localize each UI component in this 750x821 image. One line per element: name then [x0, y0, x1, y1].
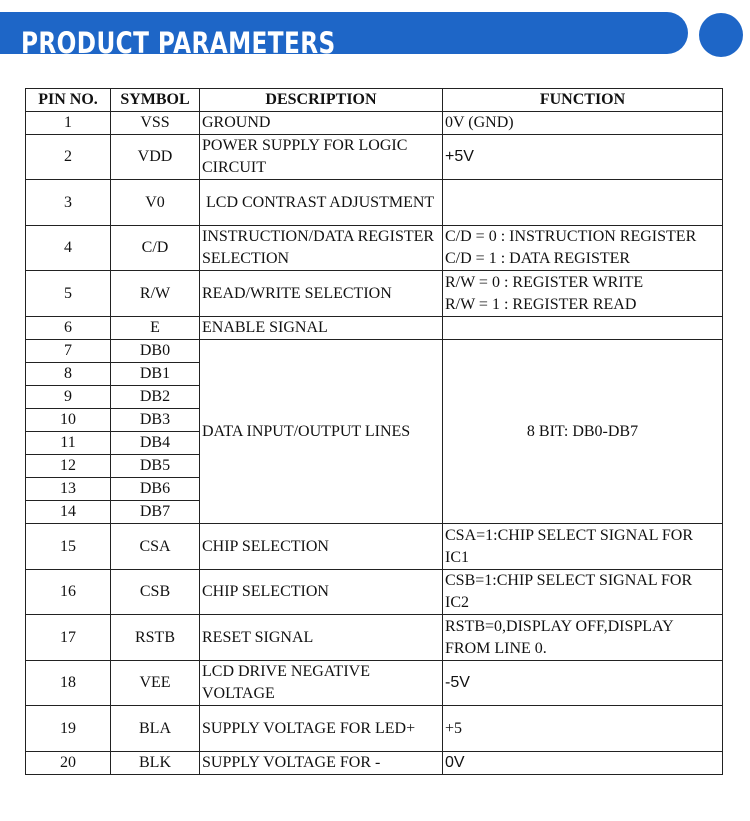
function-line: R/W = 0 : REGISTER WRITE	[445, 273, 644, 291]
symbol-cell: DB7	[111, 501, 200, 524]
pin-cell: 6	[26, 317, 111, 340]
data-lines-description-cell: DATA INPUT/OUTPUT LINES	[200, 340, 443, 524]
symbol-cell: R/W	[111, 271, 200, 317]
function-cell: CSB=1:CHIP SELECT SIGNAL FOR IC2	[443, 570, 723, 615]
description-cell: LCD CONTRAST ADJUSTMENT	[200, 180, 443, 226]
symbol-cell: VDD	[111, 135, 200, 180]
function-cell	[443, 226, 723, 271]
table-row	[26, 524, 723, 570]
pin-cell: 10	[26, 409, 111, 432]
table-row	[26, 112, 723, 135]
function-cell: CSA=1:CHIP SELECT SIGNAL FOR IC1	[443, 524, 723, 570]
function-cell	[443, 271, 723, 317]
pin-cell: 3	[26, 180, 111, 226]
function-cell: -5V	[443, 661, 723, 706]
pin-cell: 20	[26, 752, 111, 775]
table-row	[26, 226, 723, 271]
description-cell: INSTRUCTION/DATA REGISTER SELECTION	[200, 226, 443, 271]
pin-cell: 12	[26, 455, 111, 478]
description-cell: CHIP SELECTION	[200, 524, 443, 570]
symbol-cell: E	[111, 317, 200, 340]
table-row	[26, 615, 723, 661]
pin-cell: 5	[26, 271, 111, 317]
symbol-cell: DB1	[111, 363, 200, 386]
table-row	[26, 570, 723, 615]
description-cell: SUPPLY VOLTAGE FOR -	[200, 752, 443, 775]
symbol-cell: DB2	[111, 386, 200, 409]
symbol-cell: DB0	[111, 340, 200, 363]
function-cell	[443, 180, 723, 226]
symbol-cell: CSA	[111, 524, 200, 570]
pin-cell: 11	[26, 432, 111, 455]
symbol-cell: DB3	[111, 409, 200, 432]
pin-cell: 16	[26, 570, 111, 615]
column-header-function: FUNCTION	[443, 89, 723, 112]
description-cell: LCD DRIVE NEGATIVE VOLTAGE	[200, 661, 443, 706]
decorative-circle	[699, 13, 743, 57]
table-row	[26, 706, 723, 752]
description-cell: POWER SUPPLY FOR LOGIC CIRCUIT	[200, 135, 443, 180]
function-cell: RSTB=0,DISPLAY OFF,DISPLAY FROM LINE 0.	[443, 615, 723, 661]
pin-cell: 9	[26, 386, 111, 409]
pin-cell: 7	[26, 340, 111, 363]
function-cell	[443, 317, 723, 340]
table-row	[26, 180, 723, 226]
pin-cell: 18	[26, 661, 111, 706]
symbol-cell: DB4	[111, 432, 200, 455]
symbol-cell: CSB	[111, 570, 200, 615]
function-cell: 0V (GND)	[443, 112, 723, 135]
description-cell: RESET SIGNAL	[200, 615, 443, 661]
symbol-cell: DB5	[111, 455, 200, 478]
symbol-cell: VEE	[111, 661, 200, 706]
parameters-table	[25, 88, 723, 775]
function-line: R/W = 1 : REGISTER READ	[445, 295, 637, 313]
symbol-cell: BLK	[111, 752, 200, 775]
symbol-cell: C/D	[111, 226, 200, 271]
column-header-description: DESCRIPTION	[200, 89, 443, 112]
function-line: C/D = 0 : INSTRUCTION REGISTER	[445, 228, 697, 245]
pin-cell: 1	[26, 112, 111, 135]
symbol-cell: V0	[111, 180, 200, 226]
function-cell: +5	[443, 706, 723, 752]
column-header-pin: PIN NO.	[26, 89, 111, 112]
symbol-cell: BLA	[111, 706, 200, 752]
description-cell: SUPPLY VOLTAGE FOR LED+	[200, 706, 443, 752]
pin-cell: 15	[26, 524, 111, 570]
title-banner	[0, 12, 688, 60]
column-header-symbol: SYMBOL	[111, 89, 200, 112]
symbol-cell: VSS	[111, 112, 200, 135]
pin-cell: 19	[26, 706, 111, 752]
table-row	[26, 661, 723, 706]
pin-cell: 13	[26, 478, 111, 501]
table-row	[26, 317, 723, 340]
table-header-row	[26, 89, 723, 112]
description-cell: CHIP SELECTION	[200, 570, 443, 615]
pin-cell: 4	[26, 226, 111, 271]
description-cell: GROUND	[200, 112, 443, 135]
table-row	[26, 340, 723, 363]
description-cell: ENABLE SIGNAL	[200, 317, 443, 340]
symbol-cell: RSTB	[111, 615, 200, 661]
symbol-cell: DB6	[111, 478, 200, 501]
function-cell: 0V	[443, 752, 723, 775]
description-cell: READ/WRITE SELECTION	[200, 271, 443, 317]
function-line: C/D = 1 : DATA REGISTER	[445, 250, 631, 267]
pin-cell: 8	[26, 363, 111, 386]
function-cell: +5V	[443, 135, 723, 180]
table-row	[26, 135, 723, 180]
pin-cell: 17	[26, 615, 111, 661]
table-row	[26, 752, 723, 775]
pin-cell: 2	[26, 135, 111, 180]
pin-cell: 14	[26, 501, 111, 524]
table-row	[26, 271, 723, 317]
data-lines-function-cell: 8 BIT: DB0-DB7	[443, 340, 723, 524]
page-title: PRODUCT PARAMETERS	[21, 26, 336, 60]
